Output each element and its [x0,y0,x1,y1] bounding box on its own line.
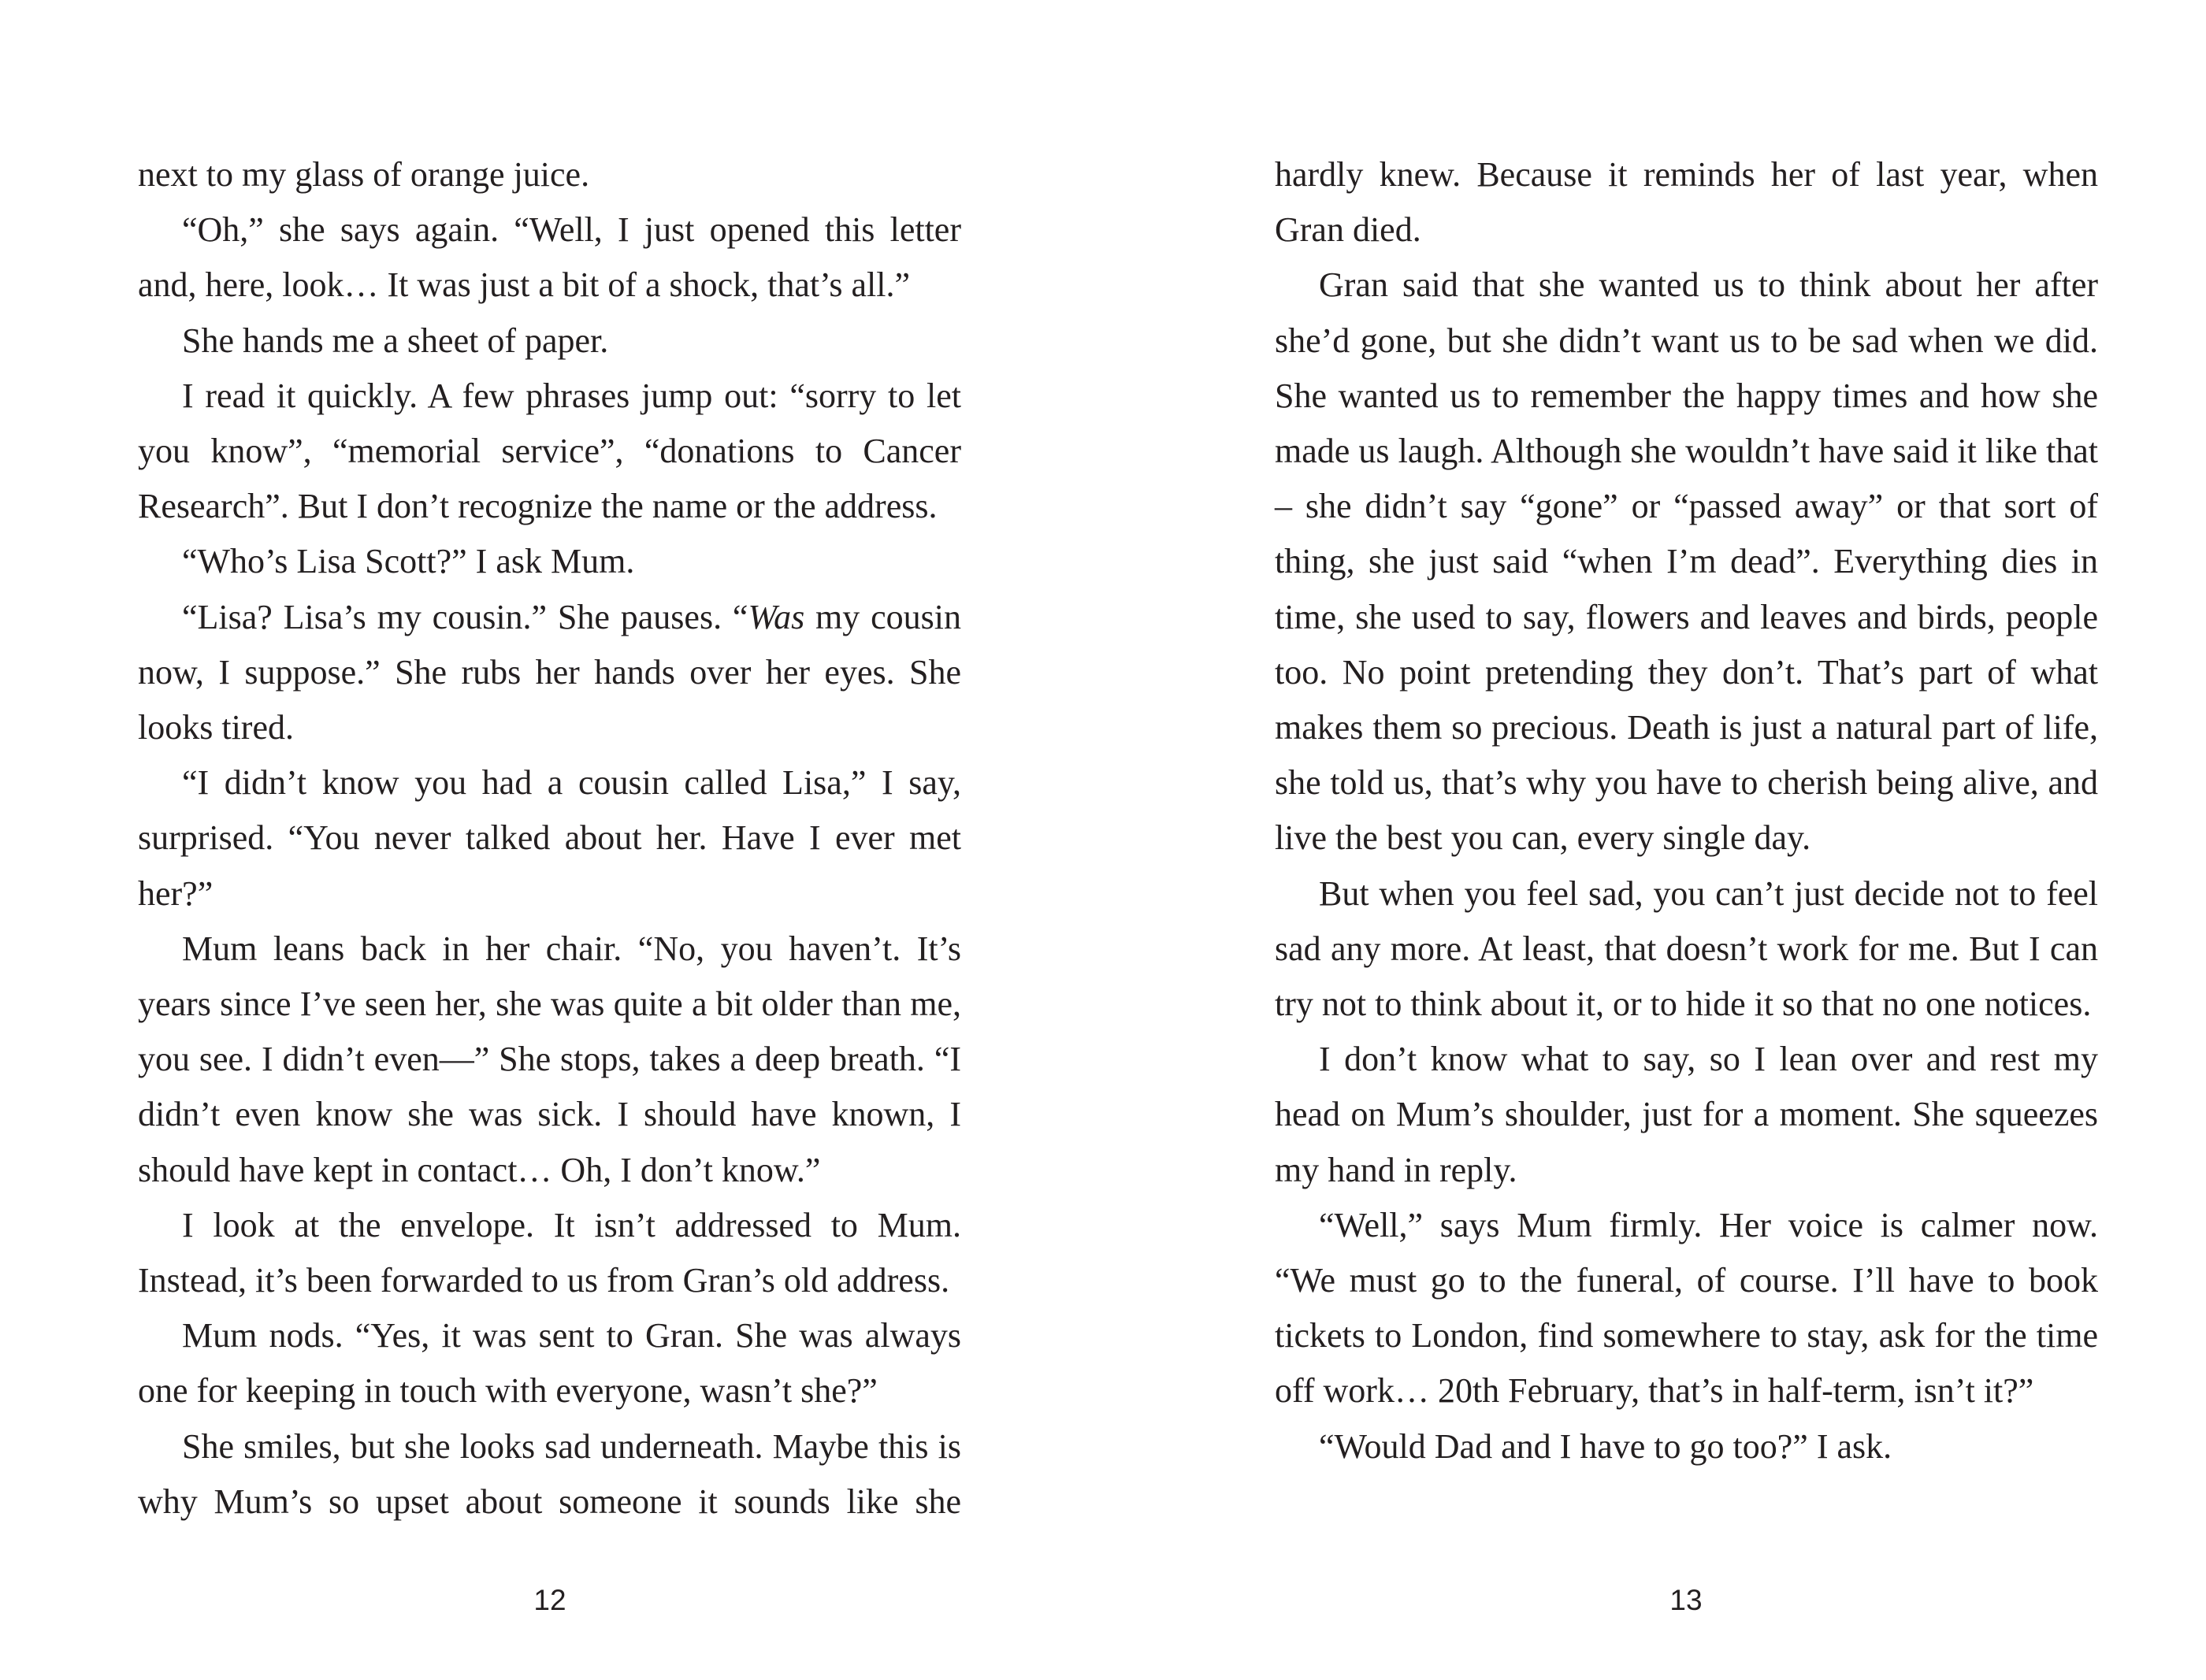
paragraph: Mum leans back in her chair. “No, you haven’t. It’s years since I’ve seen her, she was quite a bit older than me, you see. I didn’t even—” She stops, takes a deep breath. “I didn’t even know she was sick. I should have known, I should have kept in contact… Oh, I don’t know.” [138,929,961,1189]
paragraph: hardly knew. Because it reminds her of last year, when Gran died. [1275,155,2098,250]
left-page-text [138,147,961,1530]
paragraph: She smiles, but she looks sad underneath. Maybe this is why Mum’s so upset about someone it sounds like she [138,1426,961,1521]
paragraph: But when you feel sad, you can’t just decide not to feel sad any more. At least, that doesn’t work for me. But I can try not to think about it, or to hide it so that no one notices. [1275,873,2098,1024]
paragraph: next to my glass of orange juice. [138,155,590,194]
paragraph: She hands me a sheet of paper. [182,321,609,360]
paragraph: “I didn’t know you had a cousin called Lisa,” I say, surprised. “You never talked about her. Have I ever met her?” [138,763,961,913]
paragraph: “Who’s Lisa Scott?” I ask Mum. [182,542,635,581]
paragraph: “Oh,” she says again. “Well, I just opened this letter and, here, look… It was just a bit of a shock, that’s all.” [138,210,961,305]
page-number: 13 [1669,1584,1703,1616]
paragraph-text: “Lisa? Lisa’s my cousin.” She pauses. “ [182,597,748,636]
paragraph: I don’t know what to say, so I lean over and rest my head on Mum’s shoulder, just for a moment. She squeezes my hand in reply. [1275,1040,2098,1189]
paragraph [138,590,961,756]
right-page-text [1275,147,2098,1474]
emphasis-text: Was [748,597,805,636]
paragraph-text: my cousin now, I suppose.” She rubs her hands over her eyes. She looks tired. [138,597,961,747]
paragraph: “Would Dad and I have to go too?” I ask. [1319,1426,1892,1466]
right-page [1103,0,2206,1680]
paragraph: I read it quickly. A few phrases jump out: “sorry to let you know”, “memorial service”, “donations to Cancer Research”. But I don’t recognize the name or the address. [138,376,961,526]
paragraph: Mum nods. “Yes, it was sent to Gran. She was always one for keeping in touch with everyone, wasn’t she?” [138,1316,961,1411]
paragraph: “Well,” says Mum firmly. Her voice is calmer now. “We must go to the funeral, of course. I’ll have to book tickets to London, find somewhere to stay, ask for the time off work… 20th February, that’s in half-term, isn’t it?” [1275,1205,2098,1411]
paragraph: I look at the envelope. It isn’t addressed to Mum. Instead, it’s been forwarded to us from Gran’s old address. [138,1205,961,1300]
page-number: 12 [533,1584,566,1616]
paragraph: Gran said that she wanted us to think about her after she’d gone, but she didn’t want us to be sad when we did. She wanted us to remember the happy times and how she made us laugh. Although she wouldn’t have said it like that – she didn’t say “gone” or “passed away” or that sort of thing, she just said “when I’m dead”. Everything dies in time, she used to say, flowers and leaves and birds, people too. No point pretending they don’t. That’s part of what makes them so precious. Death is just a natural part of life, she told us, that’s why you have to cherish being alive, and live the best you can, every single day. [1275,265,2098,858]
